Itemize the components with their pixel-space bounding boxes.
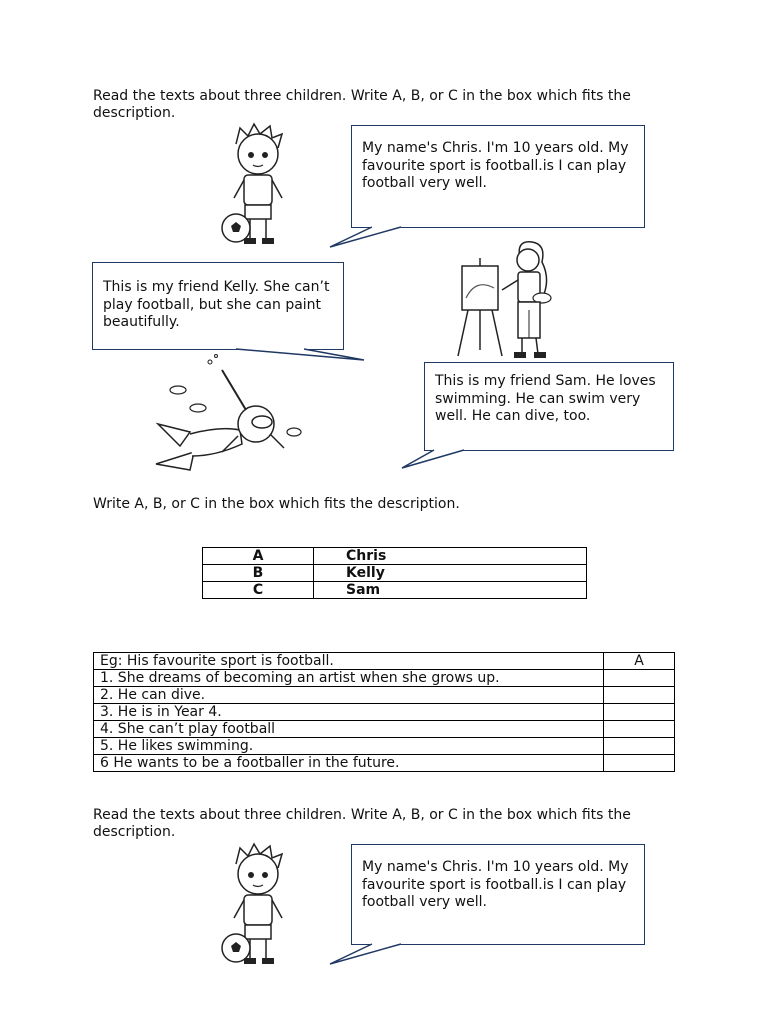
kelly-bubble-text: This is my friend Kelly. She can’t play football, but she can paint beautifully. bbox=[103, 279, 330, 330]
boy-with-football-icon bbox=[218, 122, 298, 252]
table-row bbox=[94, 721, 675, 738]
table-row bbox=[203, 565, 587, 582]
question-text: 4. She can’t play football bbox=[94, 721, 604, 738]
answer-box[interactable] bbox=[604, 670, 675, 687]
table-row bbox=[94, 704, 675, 721]
answer-box[interactable]: A bbox=[604, 653, 675, 670]
table-row bbox=[94, 687, 675, 704]
chris-bubble-text: My name's Chris. I'm 10 years old. My favourite sport is football.is I can play football very well. bbox=[362, 140, 629, 191]
table-row bbox=[94, 738, 675, 755]
key-name: Sam bbox=[314, 582, 587, 599]
chris-bubble-tail bbox=[328, 943, 403, 967]
answer-box[interactable] bbox=[604, 738, 675, 755]
key-letter: B bbox=[203, 565, 314, 582]
sam-bubble-text: This is my friend Sam. He loves swimming. He can swim very well. He can dive, too. bbox=[435, 373, 656, 424]
sam-bubble-tail bbox=[400, 449, 470, 471]
question-text: 3. He is in Year 4. bbox=[94, 704, 604, 721]
chris-speech-bubble bbox=[351, 125, 645, 228]
sam-speech-bubble bbox=[424, 362, 674, 451]
key-letter: C bbox=[203, 582, 314, 599]
key-table bbox=[202, 547, 587, 599]
girl-painting-easel-icon bbox=[450, 238, 560, 360]
table-row bbox=[203, 548, 587, 565]
key-name: Kelly bbox=[314, 565, 587, 582]
question-text: 5. He likes swimming. bbox=[94, 738, 604, 755]
key-name: Chris bbox=[314, 548, 587, 565]
write-instructions: Write A, B, or C in the box which fits the description. bbox=[93, 496, 460, 512]
kelly-speech-bubble bbox=[92, 262, 344, 350]
question-text: 6 He wants to be a footballer in the future. bbox=[94, 755, 604, 772]
table-row bbox=[94, 670, 675, 687]
question-text: 1. She dreams of becoming an artist when she grows up. bbox=[94, 670, 604, 687]
instructions-repeat: Read the texts about three children. Write A, B, or C in the box which fits the description. bbox=[93, 807, 631, 840]
question-text: Eg: His favourite sport is football. bbox=[94, 653, 604, 670]
chris-bubble-text: My name's Chris. I'm 10 years old. My favourite sport is football.is I can play football very well. bbox=[362, 859, 629, 910]
instructions: Read the texts about three children. Write A, B, or C in the box which fits the description. bbox=[93, 88, 631, 121]
answer-box[interactable] bbox=[604, 687, 675, 704]
answer-box[interactable] bbox=[604, 755, 675, 772]
answer-box[interactable] bbox=[604, 721, 675, 738]
table-row bbox=[203, 582, 587, 599]
boy-with-football-icon bbox=[218, 842, 298, 972]
table-row bbox=[94, 755, 675, 772]
chris-bubble-tail bbox=[328, 226, 403, 250]
table-row bbox=[94, 653, 675, 670]
answer-box[interactable] bbox=[604, 704, 675, 721]
chris-speech-bubble-repeat bbox=[351, 844, 645, 945]
key-letter: A bbox=[203, 548, 314, 565]
boy-snorkeling-icon bbox=[150, 352, 315, 480]
question-text: 2. He can dive. bbox=[94, 687, 604, 704]
questions-table bbox=[93, 652, 675, 772]
